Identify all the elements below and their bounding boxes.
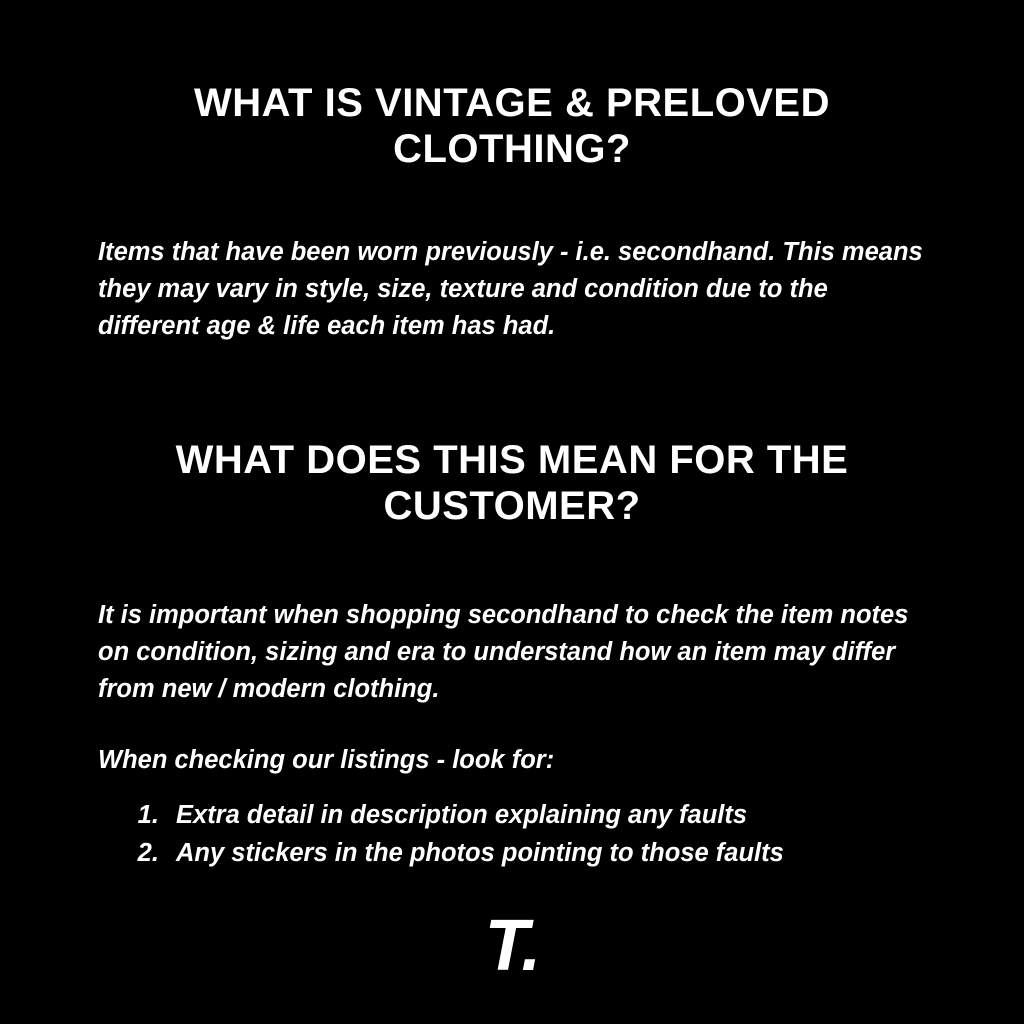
customer-paragraph: It is important when shopping secondhand to check the item notes on condition, sizing and era to understand how an item may differ from new / modern clothing. (98, 600, 909, 703)
listings-prompt: When checking our listings - look for: (98, 745, 555, 774)
list-item: 1. Extra detail in description explaining any faults (166, 797, 954, 835)
section-heading-customer: WHAT DOES THIS MEAN FOR THE CUSTOMER? (175, 437, 849, 528)
faults-list (70, 797, 954, 872)
page-title: WHAT IS VINTAGE & PRELOVED CLOTHING? (194, 81, 830, 171)
intro-paragraph: Items that have been worn previously - i.e. secondhand. This means they may vary in style, size, texture and condition due to the different age & life each item has had. (98, 238, 923, 340)
brand-logo: T. (484, 906, 540, 986)
list-item: 2. Any stickers in the photos pointing to those faults (166, 835, 954, 873)
logo-area (0, 906, 1024, 986)
